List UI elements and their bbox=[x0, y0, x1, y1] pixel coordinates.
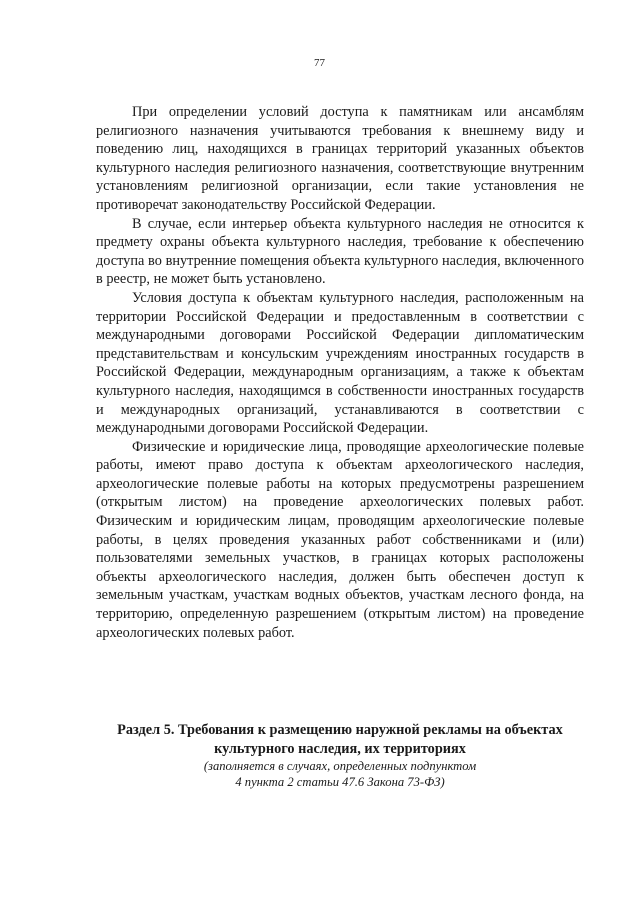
page-number: 77 bbox=[314, 57, 325, 69]
section-note-line-2: 4 пункта 2 статьи 47.6 Закона 73-ФЗ) bbox=[235, 775, 445, 790]
paragraph-religious-access: При определении условий доступа к памятникам или ансамблям религиозного назначения учитываются требования к внешнему виду и поведению лиц, находящихся в границах территорий указанных объектов культурного наследия религиозного назначения, соответствующие внутренним установлениям религиозной организации, если такие установления не противоречат законодательству Российской Федерации. bbox=[96, 104, 584, 213]
section-5-header bbox=[96, 721, 584, 790]
section-title-line-2: культурного наследия, их территориях bbox=[214, 740, 466, 757]
section-note-line-1: (заполняется в случаях, определенных подпунктом bbox=[203, 759, 477, 774]
paragraph-interior-access: В случае, если интерьер объекта культурного наследия не относится к предмету охраны объекта культурного наследия, требование к обеспечению доступа во внутренние помещения объекта культурного наследия, включенного в реестр, не может быть установлено. bbox=[96, 215, 584, 288]
body-text bbox=[96, 103, 584, 642]
paragraph-diplomatic-access: Условия доступа к объектам культурного наследия, расположенным на территории Российской Федерации и предоставленным в соответствии с международными договорами Российской Федерации дипломатическим представительствам и консульским учреждениям иностранных государств в Российской Федерации, международным организациям, а также к объектам культурного наследия, находящимся в собственности иностранных государств и международных организаций, устанавливаются в соответствии с международными договорами Российской Федерации. bbox=[96, 289, 584, 437]
paragraph-archaeological-access: Физические и юридические лица, проводящие археологические полевые работы, имеют право доступа к объектам археологического наследия, археологические полевые работы на которых предусмотрены разрешением (открытым листом) на проведение археологических полевых работ. Физическим и юридическим лицам, проводящим археологические полевые работы, в целях проведения указанных работ собственниками и (или) пользователями земельных участков, в границах которых расположены объекты археологического наследия, должен быть обеспечен доступ к земельным участкам, участкам водных объектов, участкам лесного фонда, на территорию, определенную разрешением (открытым листом) на проведение археологических полевых работ. bbox=[96, 438, 584, 641]
section-title-line-1: Раздел 5. Требования к размещению наружной рекламы на объектах bbox=[117, 722, 563, 738]
